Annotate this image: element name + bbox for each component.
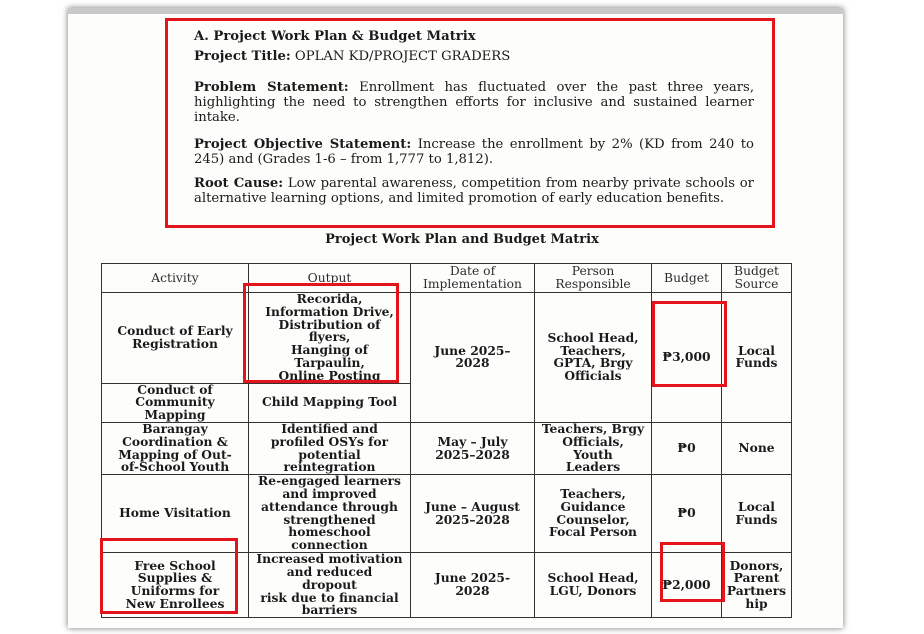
- matrix-heading: Project Work Plan and Budget Matrix: [325, 232, 599, 247]
- project-title-label: Project Title:: [194, 49, 291, 64]
- table-header-row: [102, 264, 792, 293]
- activity-cell: Home Visitation: [102, 475, 249, 553]
- root-cause-text: Low parental awareness, competition from nearby private schools or alternative learning options, and limited promotion of early education benefits.: [194, 176, 754, 206]
- section-title: A. Project Work Plan & Budget Matrix: [194, 29, 476, 44]
- highlight-box-free-school-supplies: [100, 538, 238, 614]
- page-top-edge: [68, 8, 843, 14]
- source-cell: Local Funds: [722, 475, 792, 553]
- source-cell: Donors, Parent Partners hip: [722, 553, 792, 618]
- budget-cell: ₱2,000: [652, 553, 722, 618]
- source-cell: None: [722, 422, 792, 474]
- problem-statement-label: Problem Statement:: [194, 80, 349, 95]
- budget-cell: ₱0: [652, 422, 722, 474]
- header-person: Person Responsible: [535, 264, 652, 293]
- highlight-box-output-early-registration: [243, 283, 399, 383]
- header-date: Date of Implementation: [411, 264, 535, 293]
- person-cell: School Head, LGU, Donors: [535, 553, 652, 618]
- source-cell: Local Funds: [722, 293, 792, 423]
- activity-cell: Free School Supplies & Uniforms for New Enrollees: [102, 553, 249, 618]
- header-activity: Activity: [102, 264, 249, 293]
- output-cell: Identified and profiled OSYs for potential reintegration: [249, 422, 411, 474]
- header-budget: Budget: [652, 264, 722, 293]
- activity-cell: Barangay Coordination & Mapping of Out- of-School Youth: [102, 422, 249, 474]
- objective-statement-label: Project Objective Statement:: [194, 137, 412, 152]
- activity-cell: Conduct of Early Registration: [102, 293, 249, 384]
- header-budget-source: Budget Source: [722, 264, 792, 293]
- person-cell: School Head, Teachers, GPTA, Brgy Officials: [535, 293, 652, 423]
- person-cell: Teachers, Guidance Counselor, Focal Person: [535, 475, 652, 553]
- objective-statement-text: Increase the enrollment by 2% (KD from 240 to 245) and (Grades 1-6 – from 1,777 to 1,812).: [194, 137, 754, 167]
- problem-statement-text: Enrollment has fluctuated over the past three years, highlighting the need to strengthen efforts for inclusive and sustained learner intake.: [194, 80, 755, 125]
- date-cell: June – August 2025–2028: [411, 475, 535, 553]
- root-cause-label: Root Cause:: [194, 176, 284, 191]
- person-cell: Teachers, Brgy Officials, Youth Leaders: [535, 422, 652, 474]
- date-cell: June 2025- 2028: [411, 553, 535, 618]
- project-title-value: OPLAN KD/PROJECT GRADERS: [294, 49, 511, 64]
- highlight-box-budget-2000: [660, 542, 725, 602]
- output-cell: Re-engaged learners and improved attendance through strengthened homeschool connection: [249, 475, 411, 553]
- budget-cell: ₱3,000: [652, 293, 722, 423]
- activity-cell: Conduct of Community Mapping: [102, 383, 249, 422]
- output-cell: Child Mapping Tool: [249, 383, 411, 422]
- date-cell: June 2025– 2028: [411, 293, 535, 423]
- date-cell: May – July 2025–2028: [411, 422, 535, 474]
- table-row: [102, 422, 792, 474]
- highlight-box-section-a: [165, 18, 775, 228]
- output-cell: Increased motivation and reduced dropout risk due to financial barriers: [249, 553, 411, 618]
- budget-cell: ₱0: [652, 475, 722, 553]
- header-output: Output: [249, 264, 411, 293]
- highlight-box-budget-3000: [652, 301, 727, 387]
- output-cell: Recorida, Information Drive, Distribution of flyers, Hanging of Tarpaulin, Online Posting: [249, 293, 411, 384]
